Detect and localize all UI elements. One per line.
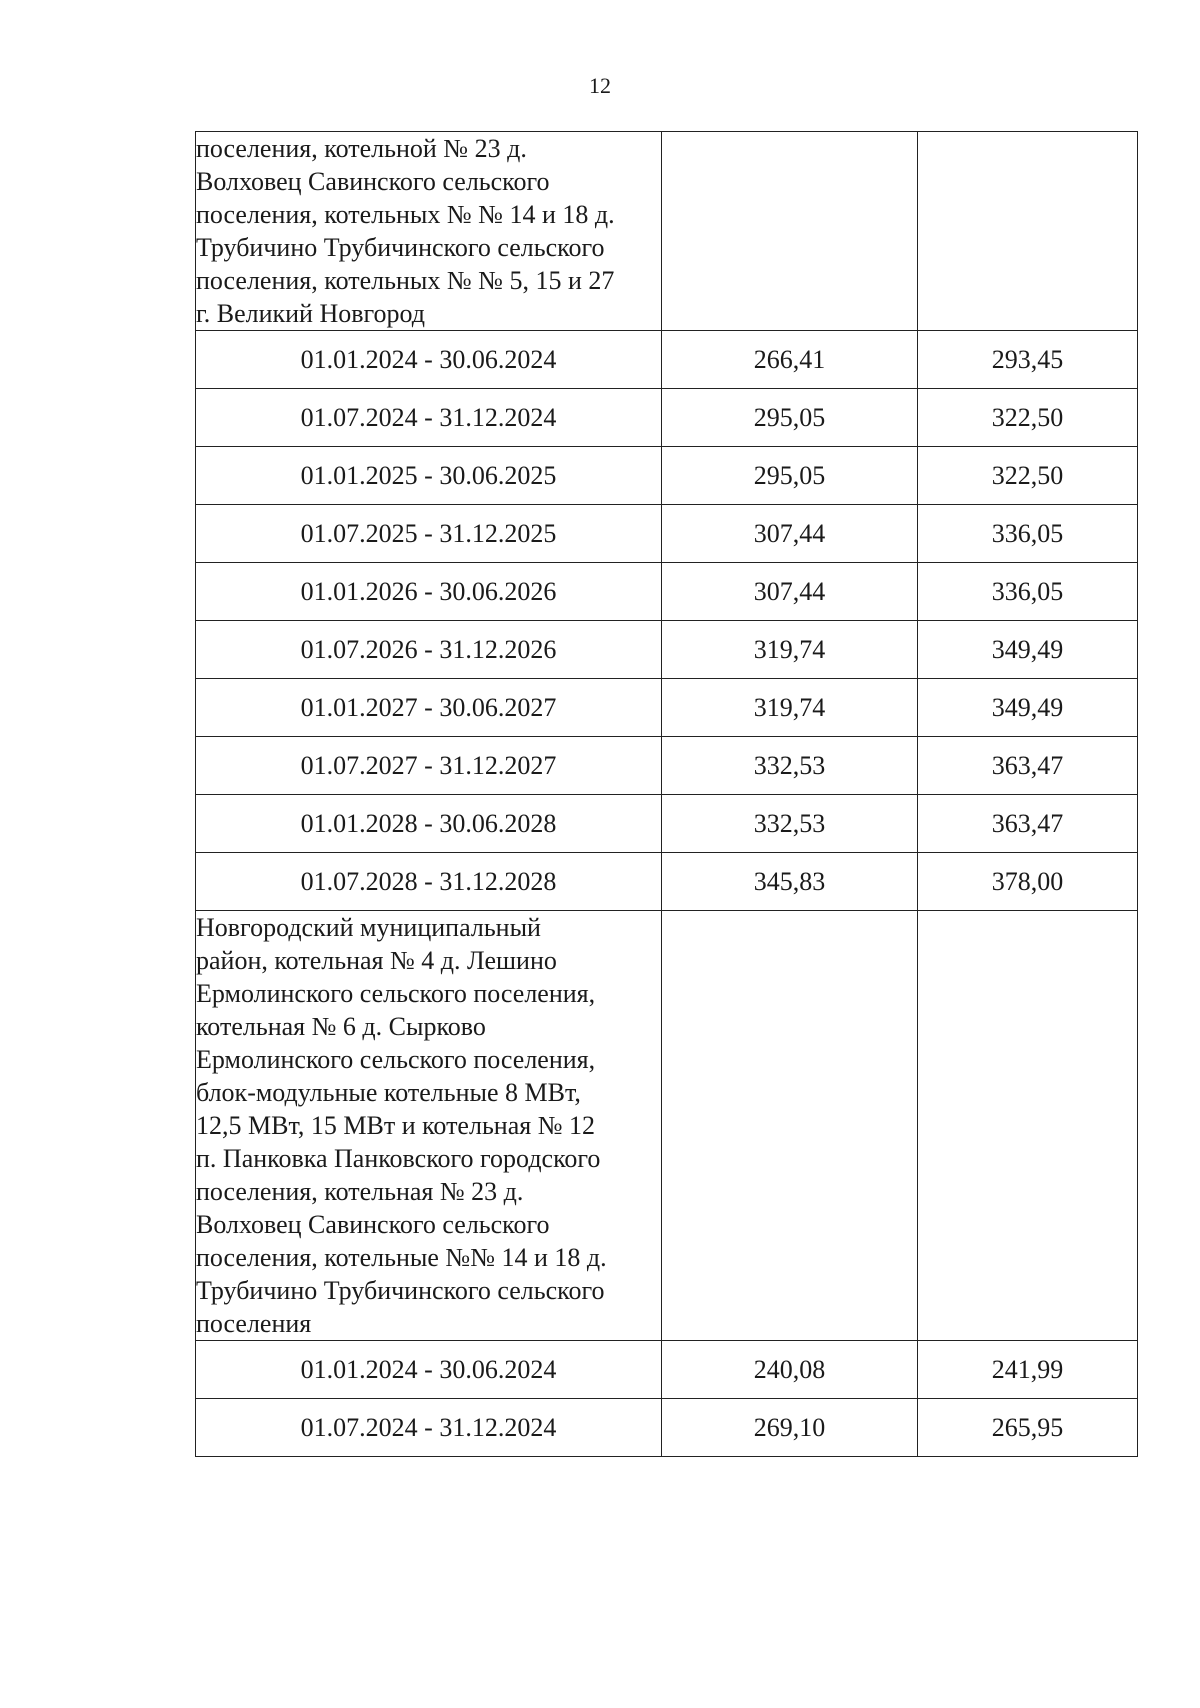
period-cell: 01.01.2024 - 30.06.2024 [196,1341,662,1399]
value2-cell: 349,49 [918,679,1138,737]
value2-cell: 322,50 [918,389,1138,447]
rate-row [196,1399,1138,1457]
empty-value1-cell [662,911,918,1341]
period-cell: 01.01.2027 - 30.06.2027 [196,679,662,737]
rate-row [196,853,1138,911]
description-line: поселения, котельные №№ 14 и 18 д. [196,1243,607,1272]
description-line: Волховец Савинского сельского [196,1210,550,1239]
value1-cell: 266,41 [662,331,918,389]
value2-cell: 363,47 [918,795,1138,853]
rate-row [196,331,1138,389]
value2-cell: 336,05 [918,505,1138,563]
value2-cell: 322,50 [918,447,1138,505]
period-cell: 01.01.2024 - 30.06.2024 [196,331,662,389]
description-line: поселения, котельной № 23 д. [196,134,527,163]
rate-row [196,1341,1138,1399]
value1-cell: 332,53 [662,737,918,795]
description-line: Трубичино Трубичинского сельского [196,1276,605,1305]
description-line: поселения, котельных № № 14 и 18 д. [196,200,615,229]
value1-cell: 332,53 [662,795,918,853]
value2-cell: 336,05 [918,563,1138,621]
value2-cell: 363,47 [918,737,1138,795]
description-line: Трубичино Трубичинского сельского [196,233,605,262]
description-line: поселения, котельная № 23 д. [196,1177,524,1206]
period-cell: 01.07.2024 - 31.12.2024 [196,1399,662,1457]
period-cell: 01.01.2028 - 30.06.2028 [196,795,662,853]
value2-cell: 293,45 [918,331,1138,389]
rate-row [196,679,1138,737]
period-cell: 01.07.2024 - 31.12.2024 [196,389,662,447]
section-description [196,911,662,1341]
rate-row [196,737,1138,795]
period-cell: 01.07.2027 - 31.12.2027 [196,737,662,795]
period-cell: 01.01.2025 - 30.06.2025 [196,447,662,505]
empty-value2-cell [918,911,1138,1341]
rate-row [196,447,1138,505]
value1-cell: 295,05 [662,389,918,447]
value1-cell: 319,74 [662,679,918,737]
page-number: 12 [589,73,611,98]
value1-cell: 307,44 [662,563,918,621]
value1-cell: 295,05 [662,447,918,505]
description-line: район, котельная № 4 д. Лешино [196,946,557,975]
description-line: Ермолинского сельского поселения, [196,1045,596,1074]
section-description-row [196,132,1138,331]
period-cell: 01.07.2028 - 31.12.2028 [196,853,662,911]
rate-row [196,621,1138,679]
tariff-table [195,131,1138,1457]
value1-cell: 269,10 [662,1399,918,1457]
rate-row [196,505,1138,563]
section-description [196,132,662,331]
description-line: г. Великий Новгород [196,299,426,328]
rate-row [196,795,1138,853]
value1-cell: 240,08 [662,1341,918,1399]
description-line: Ермолинского сельского поселения, [196,979,596,1008]
period-cell: 01.01.2026 - 30.06.2026 [196,563,662,621]
value2-cell: 349,49 [918,621,1138,679]
description-line: Новгородский муниципальный [196,913,541,942]
description-line: поселения [196,1309,312,1338]
section-description-row [196,911,1138,1341]
empty-value1-cell [662,132,918,331]
description-line: поселения, котельных № № 5, 15 и 27 [196,266,615,295]
value2-cell: 378,00 [918,853,1138,911]
description-line: 12,5 МВт, 15 МВт и котельная № 12 [196,1111,596,1140]
period-cell: 01.07.2025 - 31.12.2025 [196,505,662,563]
value2-cell: 241,99 [918,1341,1138,1399]
rate-row [196,389,1138,447]
rate-row [196,563,1138,621]
description-line: блок-модульные котельные 8 МВт, [196,1078,581,1107]
description-line: котельная № 6 д. Сырково [196,1012,486,1041]
empty-value2-cell [918,132,1138,331]
value1-cell: 307,44 [662,505,918,563]
description-line: Волховец Савинского сельского [196,167,550,196]
value2-cell: 265,95 [918,1399,1138,1457]
value1-cell: 345,83 [662,853,918,911]
value1-cell: 319,74 [662,621,918,679]
period-cell: 01.07.2026 - 31.12.2026 [196,621,662,679]
description-line: п. Панковка Панковского городского [196,1144,601,1173]
